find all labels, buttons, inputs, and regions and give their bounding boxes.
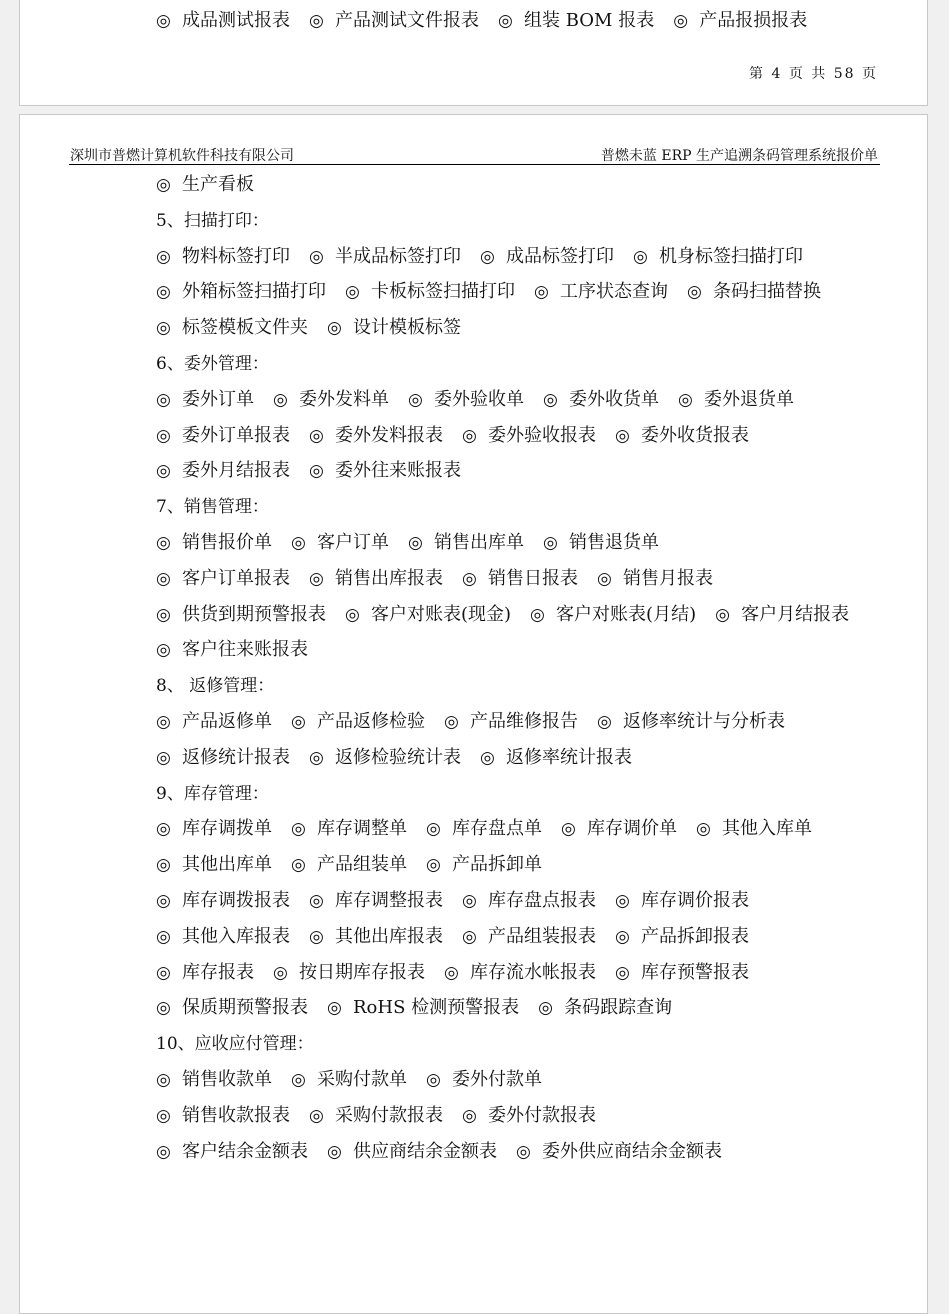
feature-item — [309, 889, 443, 913]
bullet-icon: ◎ — [156, 568, 171, 589]
feature-item — [327, 316, 461, 340]
feature-item — [597, 567, 713, 591]
bullet-icon: ◎ — [462, 425, 477, 446]
bullet-icon: ◎ — [156, 962, 171, 983]
feature-line — [156, 9, 826, 33]
bullet-icon: ◎ — [462, 568, 477, 589]
feature-item-label: 委外付款单 — [452, 1069, 542, 1090]
bullet-icon: ◎ — [291, 1070, 306, 1090]
feature-item — [309, 925, 443, 949]
feature-item — [408, 388, 524, 412]
feature-item — [444, 710, 578, 734]
feature-item — [156, 746, 290, 770]
feature-line — [156, 173, 273, 197]
feature-item-label: 委外订单报表 — [182, 424, 290, 446]
feature-item — [561, 817, 677, 841]
feature-item — [615, 424, 749, 448]
feature-item — [444, 961, 596, 985]
feature-item — [462, 567, 578, 591]
feature-item-label: 设计模板标签 — [353, 317, 461, 339]
feature-item-label: 产品测试文件报表 — [335, 10, 479, 31]
feature-item — [309, 9, 479, 33]
feature-item-label: 返修率统计与分析表 — [623, 711, 785, 732]
feature-item — [462, 925, 596, 949]
feature-item-label: 销售退货单 — [569, 532, 659, 553]
bullet-icon: ◎ — [156, 461, 171, 482]
feature-item — [273, 961, 425, 985]
feature-item-label: 产品拆卸报表 — [641, 925, 749, 947]
feature-item-label: 产品维修报告 — [470, 711, 578, 732]
bullet-icon: ◎ — [156, 747, 171, 768]
feature-item — [345, 603, 511, 627]
feature-item-label: 采购付款单 — [317, 1069, 407, 1090]
bullet-icon: ◎ — [597, 712, 612, 732]
feature-item-label: 委外收货单 — [569, 388, 659, 410]
feature-item — [687, 280, 821, 304]
feature-item-label: 客户订单报表 — [182, 567, 290, 589]
bullet-icon: ◎ — [156, 640, 171, 661]
section-heading: 9、库存管理： — [156, 783, 269, 804]
feature-item-label: 委外发料单 — [299, 388, 389, 410]
feature-item-label: 委外验收单 — [434, 388, 524, 410]
bullet-icon: ◎ — [156, 1141, 171, 1162]
feature-item-label: 库存调拨单 — [182, 818, 272, 840]
feature-item-label: 库存调拨报表 — [182, 890, 290, 911]
feature-item-label: 客户对账表(月结) — [556, 603, 697, 625]
bullet-icon: ◎ — [291, 855, 306, 876]
bullet-icon: ◎ — [696, 819, 711, 840]
feature-item-label: 返修检验统计表 — [335, 746, 461, 768]
feature-item — [715, 603, 849, 627]
feature-item — [615, 961, 749, 985]
bullet-icon: ◎ — [462, 1105, 477, 1126]
bullet-icon: ◎ — [156, 282, 171, 303]
feature-item-label: 库存调价报表 — [641, 890, 749, 911]
bullet-icon: ◎ — [462, 926, 477, 947]
bullet-icon: ◎ — [633, 246, 648, 267]
feature-item — [156, 388, 254, 412]
bullet-icon: ◎ — [408, 389, 423, 410]
feature-item — [498, 9, 654, 33]
feature-item-label: 卡板标签扫描打印 — [371, 281, 515, 303]
feature-item-label: 采购付款报表 — [335, 1104, 443, 1126]
bullet-icon: ◎ — [534, 282, 549, 303]
bullet-icon: ◎ — [309, 246, 324, 267]
feature-line — [156, 424, 768, 448]
feature-item-label: 其他出库报表 — [335, 925, 443, 947]
bullet-icon: ◎ — [309, 568, 324, 589]
feature-item-label: 销售出库单 — [434, 532, 524, 553]
feature-item — [309, 245, 461, 269]
feature-item — [516, 1140, 722, 1164]
feature-item — [156, 1068, 272, 1092]
feature-item — [156, 567, 290, 591]
bullet-icon: ◎ — [156, 318, 171, 339]
feature-item-label: 库存调整单 — [317, 818, 407, 840]
feature-item — [156, 961, 254, 985]
feature-item-label: 成品标签打印 — [506, 245, 614, 267]
feature-item-label: 库存盘点单 — [452, 818, 542, 840]
bullet-icon: ◎ — [156, 246, 171, 267]
bullet-icon: ◎ — [687, 282, 702, 303]
bullet-icon: ◎ — [597, 568, 612, 589]
feature-item-label: 库存调价单 — [587, 818, 677, 840]
bullet-icon: ◎ — [156, 855, 171, 876]
bullet-icon: ◎ — [480, 246, 495, 267]
feature-item — [345, 280, 515, 304]
feature-item — [678, 388, 794, 412]
bullet-icon: ◎ — [516, 1141, 531, 1162]
feature-item — [291, 817, 407, 841]
bullet-icon: ◎ — [530, 604, 545, 625]
feature-item-label: 标签模板文件夹 — [182, 317, 308, 339]
bullet-icon: ◎ — [291, 533, 306, 553]
feature-item — [462, 1104, 596, 1128]
feature-item-label: 产品返修单 — [182, 711, 272, 732]
bullet-icon: ◎ — [156, 1070, 171, 1090]
section-heading: 7、销售管理： — [156, 497, 269, 518]
feature-item — [156, 1104, 290, 1128]
bullet-icon: ◎ — [309, 1105, 324, 1126]
feature-item — [538, 996, 672, 1020]
feature-item — [156, 459, 290, 483]
feature-item — [534, 280, 668, 304]
bullet-icon: ◎ — [462, 891, 477, 911]
feature-item-label: 返修率统计报表 — [506, 746, 632, 768]
section-heading: 8、 返修管理： — [156, 676, 275, 697]
feature-item — [309, 1104, 443, 1128]
feature-item-label: 客户月结报表 — [741, 603, 850, 625]
bullet-icon: ◎ — [345, 604, 360, 625]
feature-item-label: 供应商结余金额表 — [353, 1140, 497, 1162]
feature-item-label: 委外验收报表 — [488, 424, 596, 446]
feature-item — [309, 424, 443, 448]
feature-item — [426, 817, 542, 841]
feature-line — [156, 710, 804, 734]
bullet-icon: ◎ — [309, 461, 324, 482]
feature-line — [156, 638, 327, 662]
feature-item — [291, 710, 425, 734]
feature-line — [156, 1104, 615, 1128]
feature-item-label: 按日期库存报表 — [299, 961, 425, 983]
feature-item-label: 产品组装报表 — [488, 925, 596, 947]
page-number-footer: 第 4 页 共 58 页 — [749, 66, 878, 82]
feature-item — [309, 567, 443, 591]
feature-item — [462, 889, 596, 913]
bullet-icon: ◎ — [678, 389, 693, 410]
bullet-icon: ◎ — [156, 425, 171, 446]
feature-item-label: 委外退货单 — [704, 388, 794, 410]
feature-line — [156, 603, 868, 627]
bullet-icon: ◎ — [156, 11, 171, 31]
feature-item-label: 机身标签扫描打印 — [659, 245, 803, 267]
bullet-icon: ◎ — [309, 891, 324, 911]
bullet-icon: ◎ — [426, 855, 441, 876]
feature-item — [156, 173, 254, 197]
feature-item-label: 其他入库报表 — [182, 925, 290, 947]
feature-line — [156, 817, 831, 841]
bullet-icon: ◎ — [615, 926, 630, 947]
bullet-icon: ◎ — [327, 318, 342, 339]
feature-item-label: 客户往来账报表 — [182, 639, 308, 661]
bullet-icon: ◎ — [309, 926, 324, 947]
feature-line — [156, 388, 813, 412]
feature-line — [156, 567, 732, 591]
feature-item — [615, 889, 749, 913]
bullet-icon: ◎ — [615, 425, 630, 446]
bullet-icon: ◎ — [615, 962, 630, 983]
bullet-icon: ◎ — [309, 11, 324, 31]
company-name: 深圳市普燃计算机软件科技有限公司 — [70, 148, 294, 164]
feature-item-label: 客户结余金额表 — [182, 1140, 308, 1162]
feature-item — [426, 853, 542, 877]
bullet-icon: ◎ — [561, 819, 576, 840]
feature-item — [543, 531, 659, 555]
feature-item-label: 产品返修检验 — [317, 711, 425, 732]
feature-item — [615, 925, 749, 949]
current-page — [19, 114, 928, 1314]
bullet-icon: ◎ — [543, 533, 558, 553]
feature-item-label: 销售日报表 — [488, 567, 578, 589]
feature-item-label: 客户订单 — [317, 532, 389, 553]
feature-item — [156, 531, 272, 555]
feature-item-label: 组装 BOM 报表 — [524, 10, 655, 31]
bullet-icon: ◎ — [273, 389, 288, 410]
feature-item-label: 条码扫描替换 — [713, 281, 821, 303]
feature-item-label: 客户对账表(现金) — [371, 603, 512, 625]
feature-item — [480, 746, 632, 770]
feature-item-label: 生产看板 — [182, 174, 254, 195]
feature-item-label: 委外供应商结余金额表 — [542, 1140, 722, 1162]
bullet-icon: ◎ — [543, 389, 558, 410]
feature-line — [156, 1068, 561, 1092]
feature-item — [156, 280, 326, 304]
feature-item-label: 物料标签打印 — [182, 245, 290, 267]
section-heading: 5、扫描打印： — [156, 210, 269, 231]
bullet-icon: ◎ — [480, 747, 495, 768]
bullet-icon: ◎ — [426, 1070, 441, 1090]
feature-line — [156, 925, 768, 949]
feature-item-label: 库存盘点报表 — [488, 890, 596, 911]
feature-item — [696, 817, 812, 841]
bullet-icon: ◎ — [309, 747, 324, 768]
feature-item-label: 委外收货报表 — [641, 424, 749, 446]
bullet-icon: ◎ — [156, 175, 171, 195]
feature-item-label: 产品拆卸单 — [452, 854, 542, 876]
feature-item-label: 委外往来账报表 — [335, 460, 461, 482]
feature-item — [291, 531, 389, 555]
feature-item-label: RoHS 检测预警报表 — [353, 997, 520, 1019]
feature-item-label: 返修统计报表 — [182, 746, 290, 768]
feature-item-label: 销售收款报表 — [182, 1104, 290, 1126]
feature-item-label: 销售月报表 — [623, 567, 713, 589]
feature-item-label: 半成品标签打印 — [335, 245, 461, 267]
bullet-icon: ◎ — [345, 282, 360, 303]
feature-item — [156, 1140, 308, 1164]
bullet-icon: ◎ — [444, 962, 459, 983]
feature-item-label: 库存报表 — [182, 961, 254, 983]
feature-line — [156, 889, 768, 913]
feature-item — [426, 1068, 542, 1092]
feature-item-label: 委外月结报表 — [182, 460, 290, 482]
feature-item — [633, 245, 803, 269]
feature-item-label: 委外付款报表 — [488, 1104, 596, 1126]
feature-item — [156, 889, 290, 913]
feature-item-label: 产品组装单 — [317, 854, 407, 876]
bullet-icon: ◎ — [156, 533, 171, 553]
feature-line — [156, 746, 651, 770]
feature-line — [156, 280, 840, 304]
feature-item — [530, 603, 696, 627]
feature-item — [480, 245, 614, 269]
feature-item — [156, 9, 290, 33]
bullet-icon: ◎ — [327, 998, 342, 1019]
feature-item — [309, 746, 461, 770]
bullet-icon: ◎ — [291, 819, 306, 840]
document-title: 普燃未蓝 ERP 生产追溯条码管理系统报价单 — [600, 148, 878, 164]
bullet-icon: ◎ — [156, 819, 171, 840]
feature-item — [156, 925, 290, 949]
bullet-icon: ◎ — [156, 604, 171, 625]
feature-item-label: 销售收款单 — [182, 1069, 272, 1090]
previous-page — [19, 0, 928, 106]
feature-item — [156, 853, 272, 877]
feature-line — [156, 961, 768, 985]
bullet-icon: ◎ — [327, 1141, 342, 1162]
feature-item — [327, 1140, 497, 1164]
feature-item — [156, 638, 308, 662]
bullet-icon: ◎ — [156, 926, 171, 947]
section-heading: 6、委外管理： — [156, 354, 269, 374]
feature-item — [156, 603, 326, 627]
bullet-icon: ◎ — [426, 819, 441, 840]
feature-item — [462, 424, 596, 448]
bullet-icon: ◎ — [156, 712, 171, 732]
feature-line — [156, 853, 561, 877]
feature-item — [327, 996, 519, 1020]
feature-item — [156, 996, 308, 1020]
feature-item-label: 供货到期预警报表 — [182, 603, 326, 625]
feature-item — [156, 245, 290, 269]
feature-line — [156, 531, 678, 555]
feature-item-label: 其他出库单 — [182, 854, 272, 876]
feature-item — [156, 817, 272, 841]
feature-item — [156, 424, 290, 448]
feature-item-label: 条码跟踪查询 — [564, 997, 673, 1019]
feature-item-label: 销售报价单 — [182, 532, 272, 553]
feature-item-label: 库存流水帐报表 — [470, 961, 596, 983]
bullet-icon: ◎ — [273, 962, 288, 983]
bullet-icon: ◎ — [673, 11, 689, 31]
feature-item-label: 委外发料报表 — [335, 424, 443, 446]
feature-item — [543, 388, 659, 412]
feature-item — [291, 1068, 407, 1092]
feature-item — [156, 316, 308, 340]
feature-item — [291, 853, 407, 877]
feature-line — [156, 245, 822, 269]
feature-item-label: 销售出库报表 — [335, 567, 443, 589]
section-heading: 10、应收应付管理： — [156, 1034, 314, 1055]
bullet-icon: ◎ — [156, 998, 171, 1019]
feature-item-label: 委外订单 — [182, 388, 254, 410]
bullet-icon: ◎ — [538, 998, 553, 1019]
header-divider — [69, 164, 880, 165]
feature-item-label: 其他入库单 — [722, 818, 812, 840]
bullet-icon: ◎ — [156, 1105, 171, 1126]
bullet-icon: ◎ — [156, 891, 171, 911]
feature-item-label: 成品测试报表 — [182, 10, 290, 31]
feature-item-label: 库存预警报表 — [641, 961, 749, 983]
bullet-icon: ◎ — [408, 533, 423, 553]
feature-item-label: 保质期预警报表 — [182, 997, 308, 1019]
bullet-icon: ◎ — [444, 712, 459, 732]
feature-item-label: 外箱标签扫描打印 — [182, 281, 326, 303]
feature-line — [156, 996, 691, 1020]
bullet-icon: ◎ — [309, 425, 324, 446]
bullet-icon: ◎ — [498, 11, 513, 31]
bullet-icon: ◎ — [615, 891, 630, 911]
feature-item — [156, 710, 272, 734]
feature-item — [408, 531, 524, 555]
feature-item-label: 产品报损报表 — [699, 10, 808, 31]
feature-item — [273, 388, 389, 412]
feature-line — [156, 1140, 741, 1164]
bullet-icon: ◎ — [156, 389, 171, 410]
bullet-icon: ◎ — [291, 712, 306, 732]
feature-item-label: 工序状态查询 — [560, 281, 668, 303]
feature-item — [597, 710, 785, 734]
feature-item — [673, 9, 807, 33]
feature-line — [156, 316, 480, 340]
feature-line — [156, 459, 480, 483]
bullet-icon: ◎ — [715, 604, 730, 625]
feature-item-label: 库存调整报表 — [335, 890, 443, 911]
feature-item — [309, 459, 461, 483]
